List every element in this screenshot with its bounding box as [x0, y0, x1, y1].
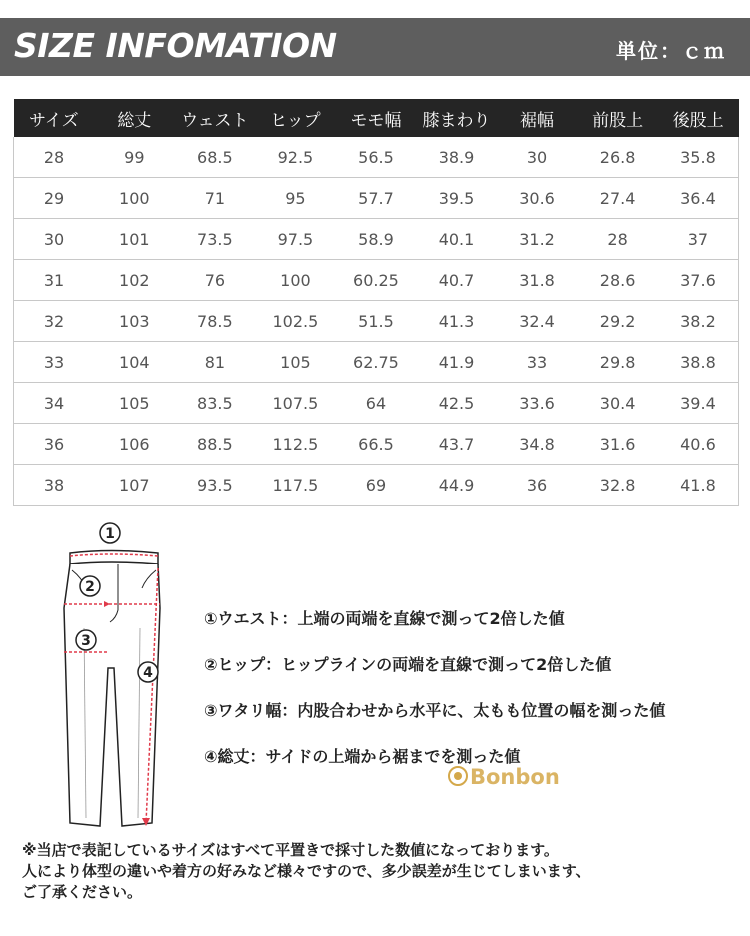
table-cell: 105: [255, 342, 336, 383]
table-cell: 88.5: [175, 424, 256, 465]
table-cell: 31.2: [497, 219, 578, 260]
pants-illustration: [50, 518, 180, 838]
note-line-1: ※当店で表記しているサイズはすべて平置きで採寸した数値になっております。: [22, 841, 559, 859]
column-header-thigh: モモ幅: [336, 99, 417, 137]
table-cell: 81: [175, 342, 256, 383]
table-row: [14, 465, 739, 506]
table-cell: 34.8: [497, 424, 578, 465]
note-line-2: 人により体型の違いや着方の好みなど様々ですので、多少誤差が生じてしまいます、: [22, 862, 591, 880]
table-cell: 37: [658, 219, 739, 260]
column-header-hem: 裾幅: [497, 99, 578, 137]
table-cell: 36.4: [658, 178, 739, 219]
table-cell: 33: [14, 342, 95, 383]
table-cell: 40.7: [416, 260, 497, 301]
header-bar: [0, 18, 750, 76]
column-header-waist: ウェスト: [175, 99, 256, 137]
table-row: [14, 260, 739, 301]
table-cell: 71: [175, 178, 256, 219]
table-cell: 76: [175, 260, 256, 301]
table-cell: 41.9: [416, 342, 497, 383]
table-cell: 97.5: [255, 219, 336, 260]
note-line-3: ご了承ください。: [22, 883, 143, 901]
table-cell: 40.1: [416, 219, 497, 260]
table-cell: 106: [94, 424, 175, 465]
table-cell: 58.9: [336, 219, 417, 260]
table-cell: 107.5: [255, 383, 336, 424]
table-cell: 104: [94, 342, 175, 383]
table-cell: 107: [94, 465, 175, 506]
column-header-front-rise: 前股上: [577, 99, 658, 137]
table-cell: 26.8: [577, 137, 658, 178]
column-header-hip: ヒップ: [255, 99, 336, 137]
column-header-back-rise: 後股上: [658, 99, 739, 137]
table-cell: 51.5: [336, 301, 417, 342]
table-cell: 99: [94, 137, 175, 178]
table-cell: 31: [14, 260, 95, 301]
column-header-knee: 膝まわり: [416, 99, 497, 137]
table-cell: 39.4: [658, 383, 739, 424]
legend-thigh: ③ワタリ幅：内股合わせから水平に、太もも位置の幅を測った値: [204, 701, 666, 720]
table-cell: 112.5: [255, 424, 336, 465]
table-cell: 43.7: [416, 424, 497, 465]
table-cell: 38.2: [658, 301, 739, 342]
table-cell: 101: [94, 219, 175, 260]
table-cell: 31.8: [497, 260, 578, 301]
table-row: [14, 383, 739, 424]
table-cell: 30.6: [497, 178, 578, 219]
table-cell: 36: [497, 465, 578, 506]
table-cell: 27.4: [577, 178, 658, 219]
table-row: [14, 342, 739, 383]
table-cell: 102: [94, 260, 175, 301]
table-cell: 100: [94, 178, 175, 219]
table-cell: 57.7: [336, 178, 417, 219]
notes: [22, 840, 732, 903]
table-cell: 92.5: [255, 137, 336, 178]
table-cell: 41.3: [416, 301, 497, 342]
table-cell: 28.6: [577, 260, 658, 301]
table-cell: 29.8: [577, 342, 658, 383]
brand-watermark: [446, 762, 586, 790]
column-header-size: サイズ: [14, 99, 95, 137]
table-cell: 30: [497, 137, 578, 178]
table-row: [14, 301, 739, 342]
legend-waist: ①ウエスト：上端の両端を直線で測って2倍した値: [204, 609, 565, 628]
table-body: [14, 137, 739, 506]
table-cell: 95: [255, 178, 336, 219]
marker-4: 4: [143, 665, 153, 681]
table-row: [14, 178, 739, 219]
legend-length: ④総丈：サイドの上端から裾までを測った値: [204, 747, 521, 766]
table-cell: 103: [94, 301, 175, 342]
pants-diagram: [50, 518, 180, 838]
table-cell: 29.2: [577, 301, 658, 342]
table-cell: 29: [14, 178, 95, 219]
legend-hip: ②ヒップ：ヒップラインの両端を直線で測って2倍した値: [204, 655, 612, 674]
table-cell: 62.75: [336, 342, 417, 383]
table-cell: 32.4: [497, 301, 578, 342]
size-table: [13, 99, 739, 506]
table-cell: 60.25: [336, 260, 417, 301]
table-cell: 32: [14, 301, 95, 342]
table-cell: 56.5: [336, 137, 417, 178]
column-header-length: 総丈: [94, 99, 175, 137]
table-cell: 100: [255, 260, 336, 301]
marker-1: 1: [105, 526, 115, 542]
table-cell: 42.5: [416, 383, 497, 424]
waistband: [70, 551, 158, 565]
table-cell: 117.5: [255, 465, 336, 506]
table-cell: 105: [94, 383, 175, 424]
table-cell: 78.5: [175, 301, 256, 342]
table-cell: 35.8: [658, 137, 739, 178]
table-cell: 44.9: [416, 465, 497, 506]
table-cell: 93.5: [175, 465, 256, 506]
page-title: SIZE INFOMATION: [14, 26, 337, 65]
table-row: [14, 424, 739, 465]
unit-label: 単位：ｃｍ: [616, 39, 726, 63]
table-cell: 30: [14, 219, 95, 260]
table-cell: 68.5: [175, 137, 256, 178]
table-cell: 102.5: [255, 301, 336, 342]
table-cell: 64: [336, 383, 417, 424]
table-cell: 83.5: [175, 383, 256, 424]
table-cell: 39.5: [416, 178, 497, 219]
table-header-row: [14, 99, 739, 137]
table-cell: 69: [336, 465, 417, 506]
table-cell: 38.8: [658, 342, 739, 383]
table-cell: 28: [14, 137, 95, 178]
table-cell: 36: [14, 424, 95, 465]
measurement-legend: [204, 606, 665, 790]
table-cell: 38: [14, 465, 95, 506]
svg-text:Bonbon: Bonbon: [470, 765, 560, 789]
table-cell: 28: [577, 219, 658, 260]
table-row: [14, 219, 739, 260]
bonbon-logo-icon: [446, 762, 586, 790]
marker-2: 2: [85, 579, 95, 595]
table-cell: 34: [14, 383, 95, 424]
marker-3: 3: [81, 633, 91, 649]
table-cell: 41.8: [658, 465, 739, 506]
table-cell: 30.4: [577, 383, 658, 424]
table-cell: 66.5: [336, 424, 417, 465]
table-cell: 40.6: [658, 424, 739, 465]
table-cell: 33: [497, 342, 578, 383]
table-cell: 31.6: [577, 424, 658, 465]
table-cell: 38.9: [416, 137, 497, 178]
table-row: [14, 137, 739, 178]
table-cell: 37.6: [658, 260, 739, 301]
table-cell: 32.8: [577, 465, 658, 506]
table-cell: 33.6: [497, 383, 578, 424]
table-cell: 73.5: [175, 219, 256, 260]
